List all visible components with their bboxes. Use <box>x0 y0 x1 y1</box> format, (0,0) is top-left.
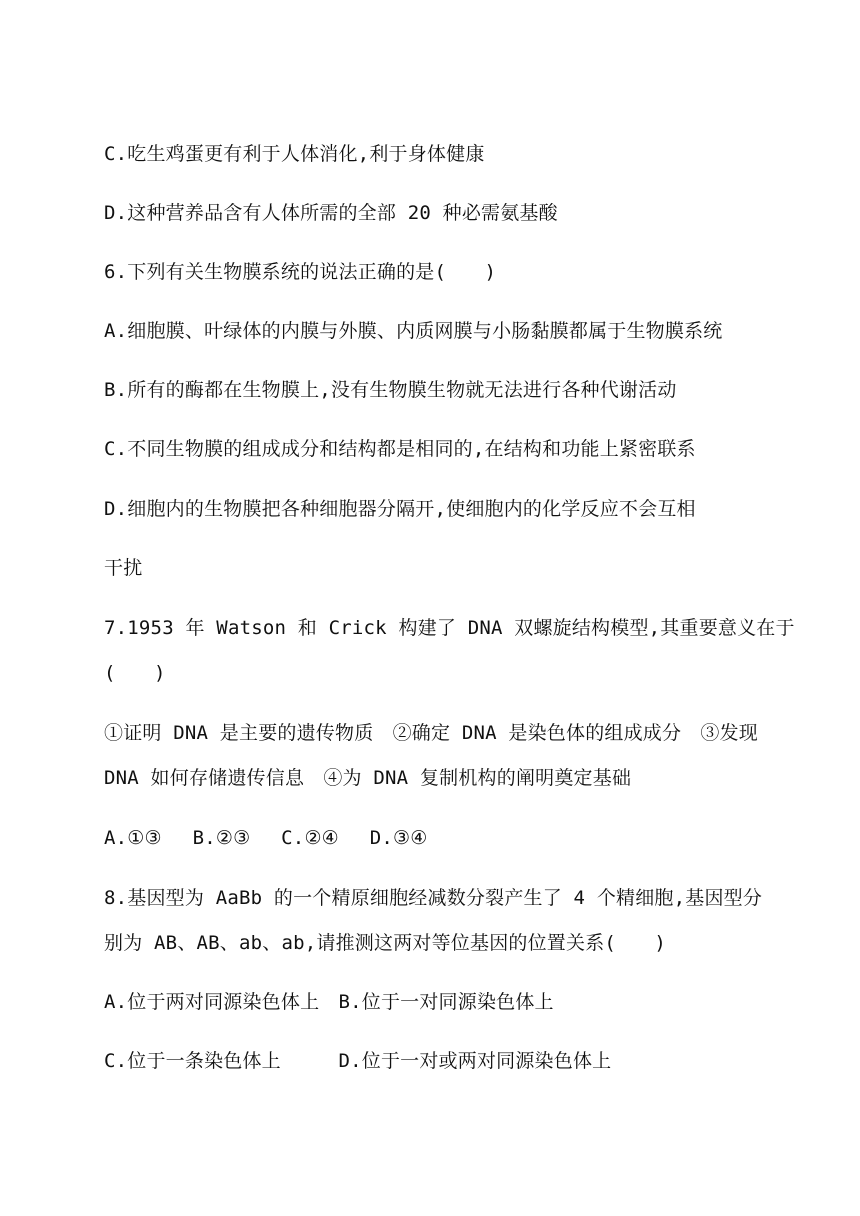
q6-option-d-line1: D.细胞内的生物膜把各种细胞器分隔开,使细胞内的化学反应不会互相 <box>104 498 696 520</box>
q7-stem-line1: 7.1953 年 Watson 和 Crick 构建了 DNA 双螺旋结构模型,其重要意义在于 <box>104 617 795 639</box>
q6-option-a: A.细胞膜、叶绿体的内膜与外膜、内质网膜与小肠黏膜都属于生物膜系统 <box>104 320 723 342</box>
q7-statements-line1: ①证明 DNA 是主要的遗传物质 ②确定 DNA 是染色体的组成成分 ③发现 <box>104 722 758 744</box>
q6-stem: 6.下列有关生物膜系统的说法正确的是( ) <box>104 261 497 283</box>
q7-stem-line2: ( ) <box>104 662 166 684</box>
q8-stem-line1: 8.基因型为 AaBb 的一个精原细胞经减数分裂产生了 4 个精细胞,基因型分 <box>104 887 763 909</box>
q6-option-c: C.不同生物膜的组成成分和结构都是相同的,在结构和功能上紧密联系 <box>104 438 696 460</box>
q6-option-b: B.所有的酶都在生物膜上,没有生物膜生物就无法进行各种代谢活动 <box>104 379 677 401</box>
q7-statements-line2: DNA 如何存储遗传信息 ④为 DNA 复制机构的阐明奠定基础 <box>104 767 632 789</box>
q5-option-d: D.这种营养品含有人体所需的全部 20 种必需氨基酸 <box>104 202 558 224</box>
q8-stem-line2: 别为 AB、AB、ab、ab,请推测这两对等位基因的位置关系( ) <box>104 932 667 954</box>
q8-options-ab: A.位于两对同源染色体上 B.位于一对同源染色体上 <box>104 991 554 1013</box>
q6-option-d-line2: 干扰 <box>104 557 143 579</box>
q7-options: A.①③ B.②③ C.②④ D.③④ <box>104 827 428 849</box>
q5-option-c: C.吃生鸡蛋更有利于人体消化,利于身体健康 <box>104 143 485 165</box>
q8-options-cd: C.位于一条染色体上 D.位于一对或两对同源染色体上 <box>104 1050 612 1072</box>
